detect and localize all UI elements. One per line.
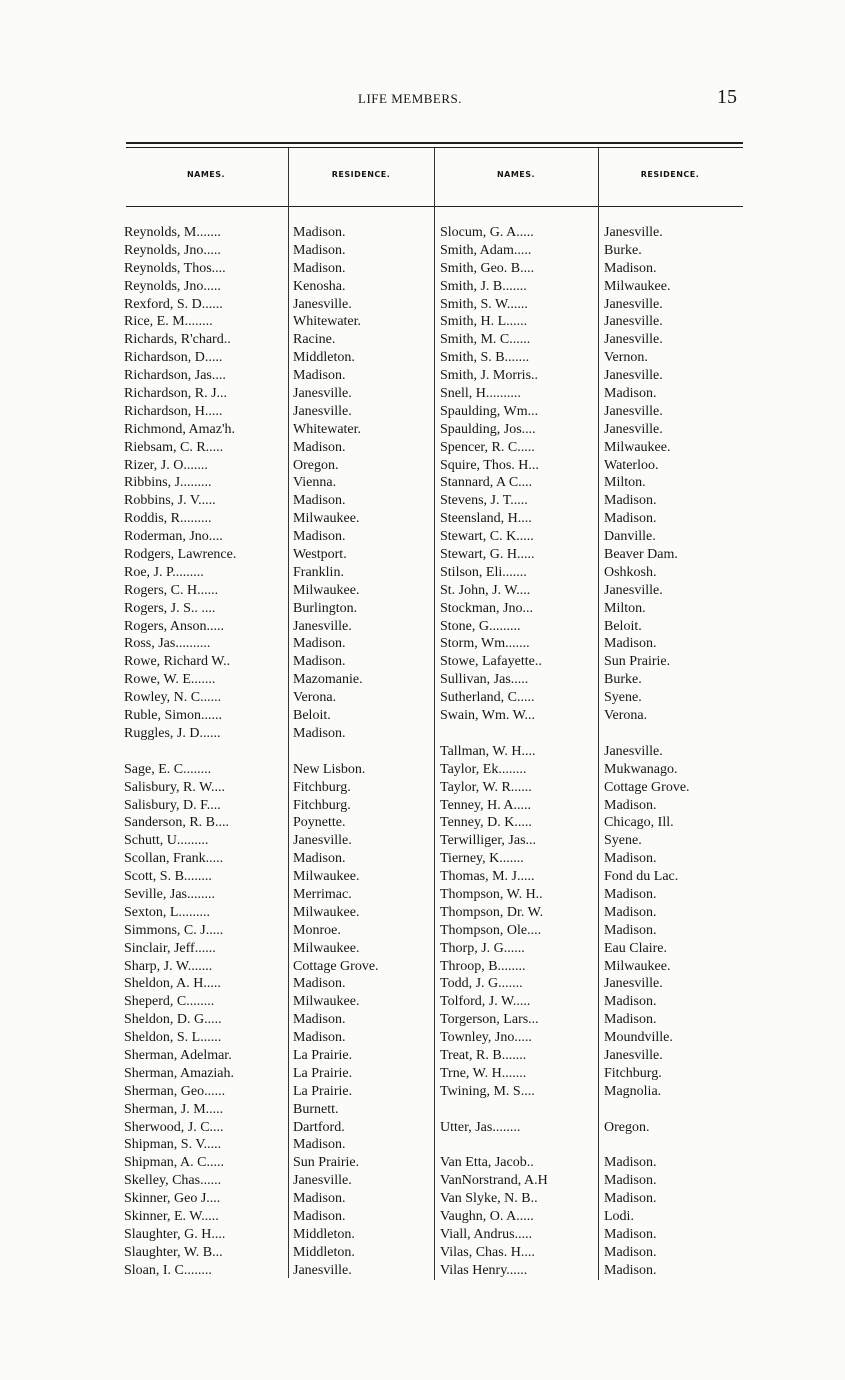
- member-residence: Madison.: [293, 225, 346, 240]
- member-name: Thompson, Ole....: [440, 922, 542, 938]
- member-residence: Madison.: [293, 439, 346, 455]
- right-names-column: [440, 224, 596, 1280]
- member-name: Vaughn, O. A.....: [440, 1208, 534, 1224]
- member-name: Thorp, J. G......: [440, 940, 525, 956]
- member-name: Slaughter, G. H....: [124, 1226, 226, 1242]
- member-name: Rowley, N. C......: [124, 690, 222, 706]
- member-residence: Madison.: [604, 1173, 657, 1189]
- member-residence: Madison.: [604, 260, 657, 276]
- member-name: Sullivan, Jas.....: [440, 672, 529, 688]
- section-gap: [604, 1101, 742, 1119]
- member-residence: Fond du Lac.: [604, 869, 679, 885]
- section-gap: [440, 1136, 596, 1154]
- member-residence: Janesville.: [604, 582, 663, 598]
- member-residence: Madison.: [293, 242, 346, 258]
- member-residence: Milwaukee.: [293, 582, 360, 598]
- member-residence: Madison.: [604, 386, 657, 402]
- member-name: Smith, Adam.....: [440, 242, 532, 258]
- member-name: Smith, J. B.......: [440, 278, 527, 294]
- member-name: Van Slyke, N. B..: [440, 1191, 538, 1207]
- member-name: Sherman, J. M.....: [124, 1101, 224, 1117]
- member-name: Sexton, L.........: [124, 904, 210, 920]
- member-name: Storm, Wm.......: [440, 636, 530, 652]
- page-number: 15: [717, 86, 737, 108]
- member-residence: Lodi.: [604, 1208, 634, 1224]
- member-residence: Janesville.: [604, 332, 663, 348]
- member-name: Stannard, A C....: [440, 475, 533, 491]
- member-residence: La Prairie.: [293, 1047, 353, 1063]
- member-name: Richmond, Amaz'h.: [124, 421, 236, 437]
- section-gap: [604, 1136, 742, 1154]
- section-gap: [440, 725, 596, 743]
- member-residence: Madison.: [604, 1012, 657, 1028]
- member-name: Stockman, Jno...: [440, 600, 533, 616]
- member-residence: Magnolia.: [604, 1083, 662, 1099]
- member-name: Tenney, D. K.....: [440, 815, 532, 831]
- member-residence: Mukwanago.: [604, 761, 678, 777]
- member-name: Smith, H. L......: [440, 314, 528, 330]
- member-name: Riebsam, C. R.....: [124, 439, 224, 455]
- member-residence: Monroe.: [293, 922, 341, 938]
- left-names-column: [124, 224, 286, 1280]
- member-name: Reynolds, Thos....: [124, 260, 226, 276]
- member-name: Sutherland, C.....: [440, 690, 535, 706]
- member-name: Salisbury, R. W....: [124, 779, 225, 795]
- member-name: Rogers, Anson.....: [124, 618, 224, 634]
- member-name: Scollan, Frank.....: [124, 851, 224, 867]
- member-residence: Milwaukee.: [604, 439, 671, 455]
- member-residence: Syene.: [604, 690, 642, 706]
- member-name: Simmons, C. J.....: [124, 922, 224, 938]
- member-residence: Janesville.: [604, 368, 663, 384]
- member-name: Sherman, Adelmar.: [124, 1047, 232, 1063]
- member-residence: La Prairie.: [293, 1083, 353, 1099]
- member-name: Sheldon, S. L......: [124, 1030, 222, 1046]
- member-residence: Madison.: [293, 1137, 346, 1153]
- member-residence: Madison.: [293, 976, 346, 992]
- member-residence: Whitewater.: [293, 314, 362, 330]
- member-name: Taylor, W. R......: [440, 779, 532, 795]
- member-name: St. John, J. W....: [440, 582, 531, 598]
- member-residence: Madison.: [604, 922, 657, 938]
- member-name: Smith, M. C......: [440, 332, 531, 348]
- member-residence: Janesville.: [293, 618, 352, 634]
- member-residence: Fitchburg.: [293, 797, 351, 813]
- member-name: Richardson, D.....: [124, 350, 223, 366]
- member-residence: Vernon.: [604, 350, 648, 366]
- member-name: Sloan, I. C........: [124, 1262, 212, 1278]
- running-head: LIFE MEMBERS.: [358, 91, 463, 106]
- column-divider: [434, 148, 435, 1280]
- section-gap: [124, 743, 286, 761]
- member-name: Sanderson, R. B....: [124, 815, 229, 831]
- header-residence-right: RESIDENCE.: [640, 170, 700, 179]
- member-residence: Poynette.: [293, 815, 346, 831]
- member-name: Stevens, J. T.....: [440, 493, 528, 509]
- member-name: Treat, R. B.......: [440, 1047, 527, 1063]
- member-residence: Oregon.: [293, 457, 339, 473]
- member-name: Sheldon, D. G.....: [124, 1012, 222, 1028]
- member-name: Rogers, C. H......: [124, 582, 219, 598]
- member-name: Viall, Andrus.....: [440, 1226, 533, 1242]
- member-name: Slaughter, W. B...: [124, 1244, 223, 1260]
- member-name: Swain, Wm. W...: [440, 708, 536, 724]
- member-residence: Madison.: [604, 1155, 657, 1171]
- member-name: Sherman, Geo......: [124, 1083, 226, 1099]
- member-name: Sheldon, A. H.....: [124, 976, 221, 992]
- member-residence: Milwaukee.: [293, 904, 360, 920]
- member-name: Ruble, Simon......: [124, 708, 223, 724]
- member-name: Spencer, R. C.....: [440, 439, 535, 455]
- member-residence: La Prairie.: [293, 1065, 353, 1081]
- member-name: Stilson, Eli.......: [440, 564, 527, 580]
- header-residence-left: RESIDENCE.: [331, 170, 391, 179]
- member-name: Ross, Jas..........: [124, 636, 211, 652]
- member-residence: Vienna.: [293, 475, 337, 491]
- member-residence: Janesville.: [293, 1173, 352, 1189]
- member-residence: Janesville.: [293, 296, 352, 312]
- member-residence: Eau Claire.: [604, 940, 667, 956]
- member-name: Shipman, A. C.....: [124, 1155, 224, 1171]
- member-name: Snell, H..........: [440, 386, 521, 402]
- member-residence: Janesville.: [293, 403, 352, 419]
- member-name: Vilas Henry......: [440, 1262, 528, 1278]
- member-residence: Madison.: [604, 636, 657, 652]
- member-name: Todd, J. G.......: [440, 976, 523, 992]
- member-residence: Sun Prairie.: [604, 654, 671, 670]
- member-name: Reynolds, Jno.....: [124, 242, 221, 258]
- member-residence: Cottage Grove.: [604, 779, 690, 795]
- member-residence: Syene.: [604, 833, 642, 849]
- member-residence: Janesville.: [604, 314, 663, 330]
- member-name: Richardson, H.....: [124, 403, 223, 419]
- member-name: Rice, E. M........: [124, 314, 213, 330]
- member-residence: Janesville.: [604, 296, 663, 312]
- member-residence: Fitchburg.: [293, 779, 351, 795]
- member-residence: Madison.: [604, 797, 657, 813]
- member-name: VanNorstrand, A.H: [440, 1173, 548, 1189]
- member-name: Salisbury, D. F....: [124, 797, 221, 813]
- member-residence: Madison.: [604, 1262, 657, 1278]
- member-name: Seville, Jas........: [124, 886, 215, 902]
- column-divider: [288, 148, 289, 1278]
- member-name: Rizer, J. O.......: [124, 457, 208, 473]
- member-name: Roddis, R.........: [124, 511, 212, 527]
- member-name: Shipman, S. V.....: [124, 1137, 222, 1153]
- member-residence: Westport.: [293, 547, 347, 563]
- section-gap: [440, 1101, 596, 1119]
- member-name: Sinclair, Jeff......: [124, 940, 216, 956]
- member-residence: Janesville.: [293, 833, 352, 849]
- member-residence: Janesville.: [604, 421, 663, 437]
- member-residence: Milwaukee.: [604, 278, 671, 294]
- member-name: Stewart, C. K.....: [440, 529, 534, 545]
- member-name: Steensland, H....: [440, 511, 532, 527]
- member-name: Smith, J. Morris..: [440, 368, 539, 384]
- member-name: Smith, S. W......: [440, 296, 528, 312]
- member-residence: Racine.: [293, 332, 336, 348]
- member-residence: Waterloo.: [604, 457, 659, 473]
- member-name: Vilas, Chas. H....: [440, 1244, 535, 1260]
- section-gap: [293, 743, 433, 761]
- member-name: Rodgers, Lawrence.: [124, 547, 237, 563]
- member-name: Richards, R'chard..: [124, 332, 231, 348]
- member-residence: Beaver Dam.: [604, 547, 678, 563]
- member-name: Richardson, R. J...: [124, 386, 228, 402]
- member-residence: Janesville.: [293, 386, 352, 402]
- member-residence: Madison.: [293, 529, 346, 545]
- member-residence: Milwaukee.: [293, 511, 360, 527]
- member-residence: Burlington.: [293, 600, 358, 616]
- member-name: Ruggles, J. D......: [124, 725, 221, 741]
- member-name: Stewart, G. H.....: [440, 547, 535, 563]
- member-residence: Verona.: [293, 690, 337, 706]
- member-residence: Burke.: [604, 242, 642, 258]
- member-residence: Milton.: [604, 600, 646, 616]
- member-name: Skelley, Chas......: [124, 1173, 222, 1189]
- member-residence: Chicago, Ill.: [604, 815, 674, 831]
- member-residence: Madison.: [604, 851, 657, 867]
- member-residence: Janesville.: [604, 225, 663, 240]
- member-name: Tallman, W. H....: [440, 743, 536, 759]
- member-name: Sharp, J. W.......: [124, 958, 213, 974]
- section-gap: [604, 725, 742, 743]
- member-residence: Madison.: [604, 493, 657, 509]
- member-residence: Dartford.: [293, 1119, 345, 1135]
- member-name: Robbins, J. V.....: [124, 493, 216, 509]
- rule-thick: [126, 142, 743, 144]
- member-name: Reynolds, M.......: [124, 225, 221, 240]
- header-names-right: NAMES.: [496, 170, 536, 179]
- member-name: Roderman, Jno....: [124, 529, 223, 545]
- member-name: Ribbins, J.........: [124, 475, 212, 491]
- member-residence: Madison.: [293, 493, 346, 509]
- member-name: Richardson, Jas....: [124, 368, 226, 384]
- member-name: Reynolds, Jno.....: [124, 278, 221, 294]
- member-name: Sage, E. C........: [124, 761, 212, 777]
- member-residence: Burke.: [604, 672, 642, 688]
- member-residence: Milwaukee.: [293, 869, 360, 885]
- member-residence: Sun Prairie.: [293, 1155, 360, 1171]
- member-residence: Milwaukee.: [293, 994, 360, 1010]
- member-name: Sheperd, C........: [124, 994, 215, 1010]
- member-name: Twining, M. S....: [440, 1083, 535, 1099]
- member-name: Van Etta, Jacob..: [440, 1155, 534, 1171]
- member-residence: Verona.: [604, 708, 648, 724]
- column-divider: [598, 148, 599, 1280]
- member-residence: Madison.: [604, 994, 657, 1010]
- member-residence: New Lisbon.: [293, 761, 366, 777]
- member-residence: Danville.: [604, 529, 656, 545]
- member-residence: Janesville.: [604, 743, 663, 759]
- member-residence: Madison.: [293, 260, 346, 276]
- member-name: Trne, W. H.......: [440, 1065, 527, 1081]
- member-name: Spaulding, Wm...: [440, 403, 539, 419]
- member-residence: Milwaukee.: [293, 940, 360, 956]
- member-residence: Merrimac.: [293, 886, 352, 902]
- member-name: Terwilliger, Jas...: [440, 833, 537, 849]
- member-residence: Madison.: [293, 1208, 346, 1224]
- member-name: Scott, S. B........: [124, 869, 212, 885]
- member-name: Rowe, W. E.......: [124, 672, 216, 688]
- member-name: Torgerson, Lars...: [440, 1012, 539, 1028]
- member-name: Utter, Jas........: [440, 1119, 521, 1135]
- member-residence: Madison.: [293, 1030, 346, 1046]
- member-name: Tenney, H. A.....: [440, 797, 532, 813]
- member-name: Stone, G.........: [440, 618, 521, 634]
- member-name: Slocum, G. A.....: [440, 225, 534, 240]
- member-residence: Madison.: [293, 654, 346, 670]
- member-name: Smith, Geo. B....: [440, 260, 535, 276]
- member-name: Schutt, U.........: [124, 833, 209, 849]
- member-residence: Kenosha.: [293, 278, 346, 294]
- member-name: Tierney, K.......: [440, 851, 524, 867]
- member-residence: Moundville.: [604, 1030, 673, 1046]
- member-residence: Whitewater.: [293, 421, 362, 437]
- left-residence-column: [293, 224, 433, 1280]
- member-residence: Middleton.: [293, 1226, 355, 1242]
- member-name: Smith, S. B.......: [440, 350, 530, 366]
- member-residence: Madison.: [293, 636, 346, 652]
- member-residence: Middleton.: [293, 1244, 355, 1260]
- member-residence: Fitchburg.: [604, 1065, 662, 1081]
- member-residence: Milton.: [604, 475, 646, 491]
- member-name: Rexford, S. D......: [124, 296, 223, 312]
- member-name: Skinner, Geo J....: [124, 1191, 221, 1207]
- member-residence: Middleton.: [293, 350, 355, 366]
- member-residence: Janesville.: [604, 1047, 663, 1063]
- member-residence: Madison.: [293, 851, 346, 867]
- member-name: Roe, J. P.........: [124, 564, 204, 580]
- member-name: Thompson, Dr. W.: [440, 904, 544, 920]
- member-name: Rowe, Richard W..: [124, 654, 231, 670]
- member-residence: Janesville.: [293, 1262, 352, 1278]
- right-residence-column: [604, 224, 742, 1280]
- member-residence: Oshkosh.: [604, 564, 657, 580]
- member-residence: Beloit.: [604, 618, 642, 634]
- member-residence: Madison.: [293, 1012, 346, 1028]
- member-residence: Madison.: [604, 904, 657, 920]
- member-residence: Janesville.: [604, 403, 663, 419]
- member-name: Sherwood, J. C....: [124, 1119, 224, 1135]
- member-name: Thomas, M. J.....: [440, 869, 535, 885]
- member-residence: Madison.: [604, 886, 657, 902]
- member-residence: Oregon.: [604, 1119, 650, 1135]
- member-residence: Beloit.: [293, 708, 331, 724]
- member-residence: Madison.: [604, 1191, 657, 1207]
- member-name: Stowe, Lafayette..: [440, 654, 542, 670]
- member-residence: Franklin.: [293, 564, 344, 580]
- member-residence: Janesville.: [604, 976, 663, 992]
- member-residence: Mazomanie.: [293, 672, 363, 688]
- member-name: Sherman, Amaziah.: [124, 1065, 235, 1081]
- member-residence: Madison.: [293, 725, 346, 741]
- member-name: Thompson, W. H..: [440, 886, 543, 902]
- member-name: Taylor, Ek........: [440, 761, 527, 777]
- member-residence: Cottage Grove.: [293, 958, 379, 974]
- member-name: Throop, B........: [440, 958, 526, 974]
- member-residence: Madison.: [293, 1191, 346, 1207]
- member-residence: Madison.: [604, 1244, 657, 1260]
- member-residence: Burnett.: [293, 1101, 339, 1117]
- member-residence: Madison.: [604, 1226, 657, 1242]
- member-name: Townley, Jno.....: [440, 1030, 532, 1046]
- member-name: Tolford, J. W.....: [440, 994, 531, 1010]
- member-name: Skinner, E. W.....: [124, 1208, 219, 1224]
- header-names-left: NAMES.: [186, 170, 226, 179]
- member-residence: Madison.: [604, 511, 657, 527]
- member-residence: Madison.: [293, 368, 346, 384]
- member-name: Spaulding, Jos....: [440, 421, 536, 437]
- member-name: Rogers, J. S.. ....: [124, 600, 216, 616]
- member-residence: Milwaukee.: [604, 958, 671, 974]
- member-name: Squire, Thos. H...: [440, 457, 539, 473]
